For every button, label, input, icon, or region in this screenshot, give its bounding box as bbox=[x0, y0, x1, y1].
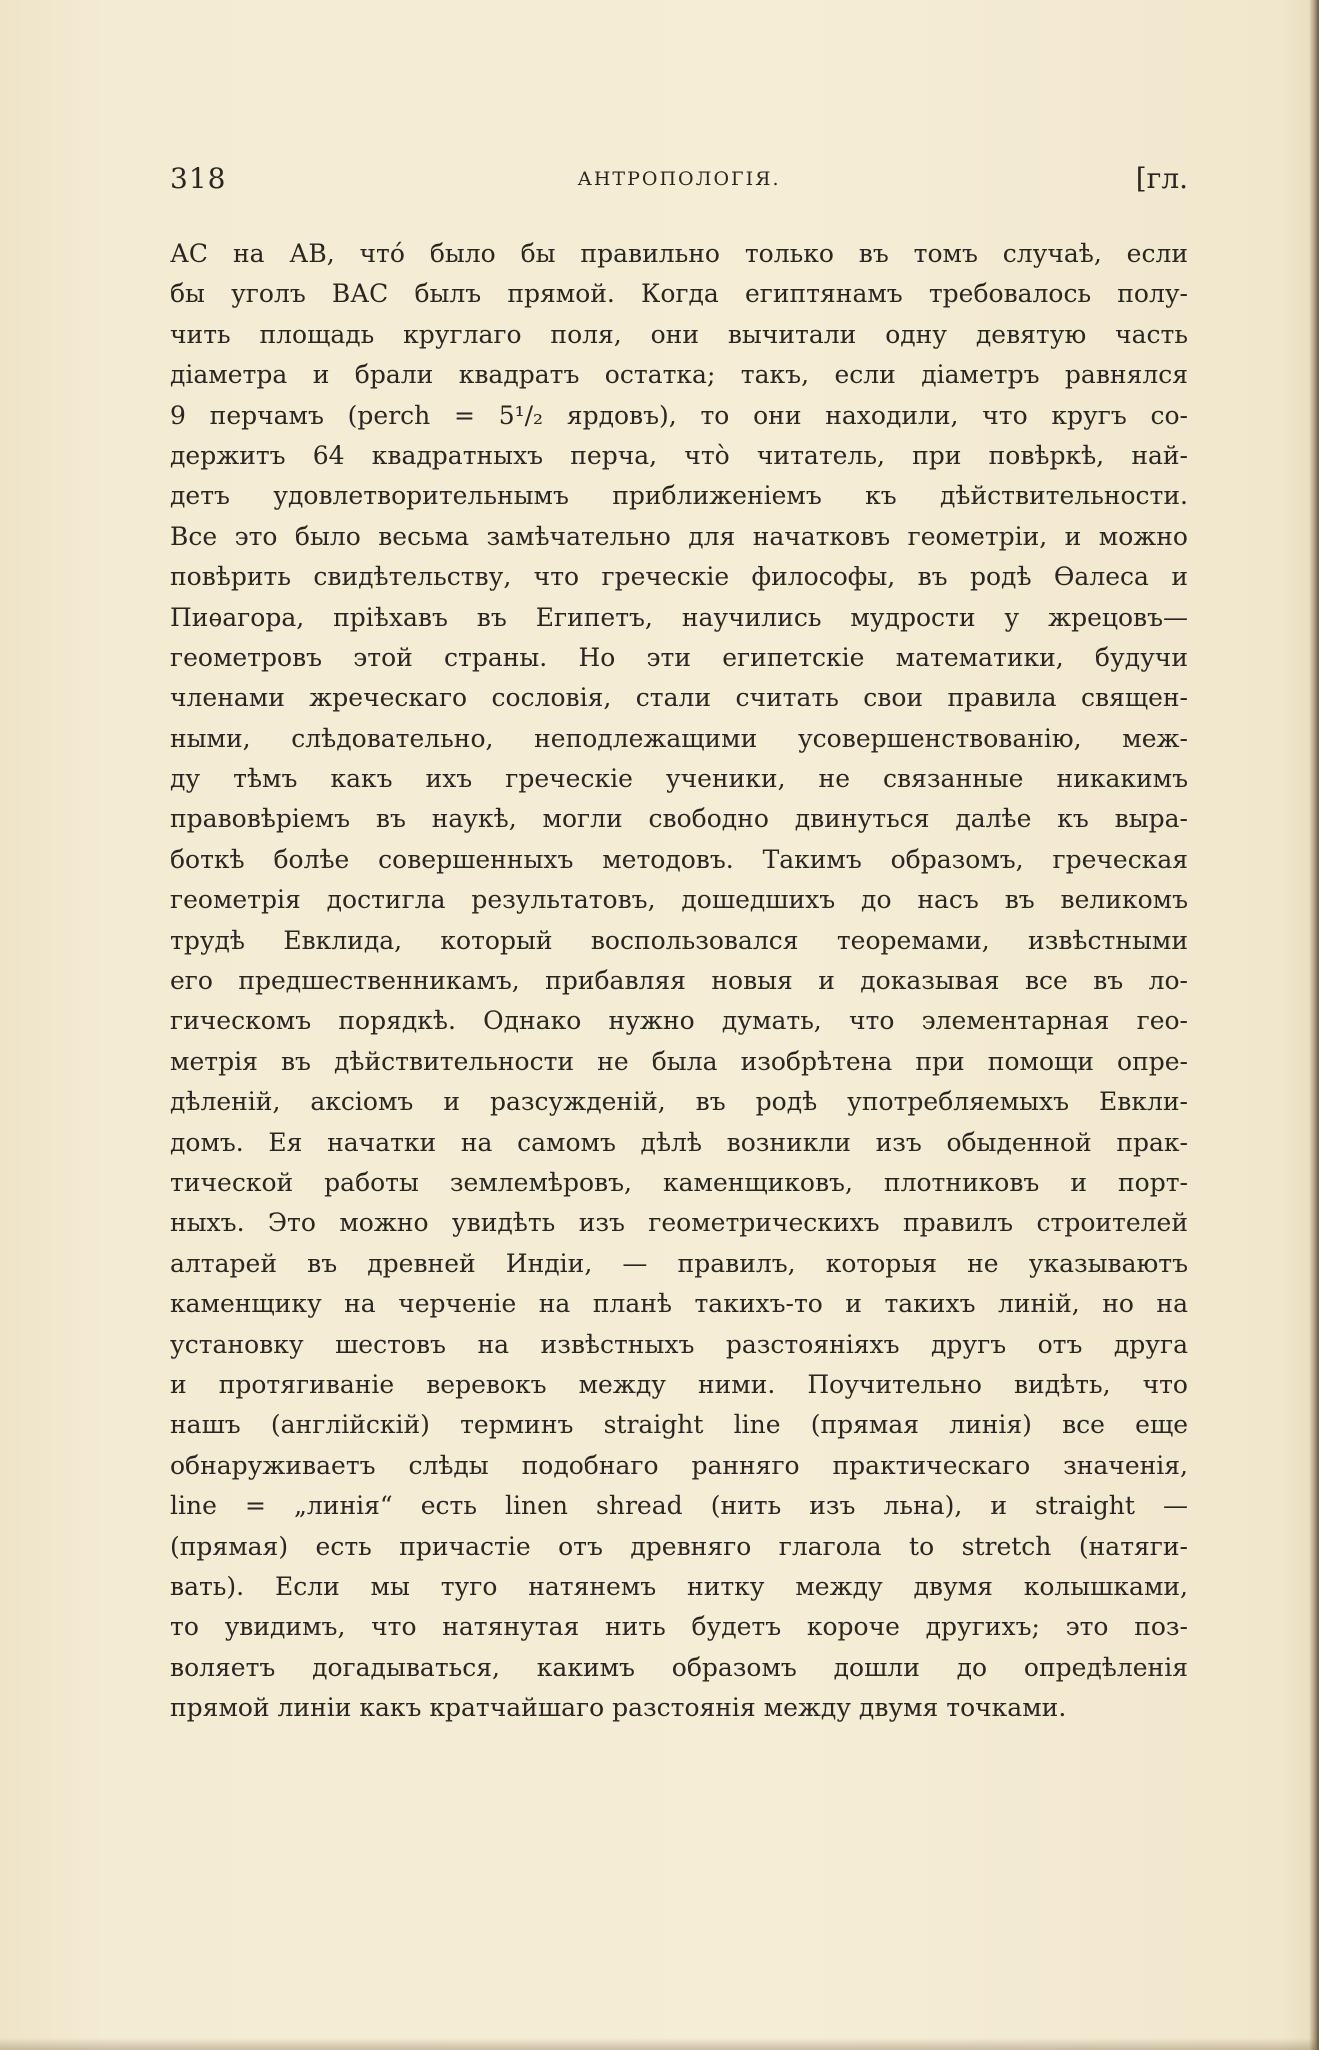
body-text bbox=[170, 234, 1188, 1728]
text-line: бы уголъ ВАС былъ прямой. Когда египтянамъ требовалось полу- bbox=[170, 279, 1188, 309]
text-line: чить площадь круглаго поля, они вычитали одну девятую часть bbox=[170, 319, 1188, 349]
chapter-reference: [гл. bbox=[1135, 162, 1188, 195]
text-line: повѣрить свидѣтельству, что греческіе философы, въ родѣ Ѳалеса и bbox=[170, 562, 1188, 592]
text-line: ныхъ. Это можно увидѣть изъ геометрическихъ правилъ строителей bbox=[170, 1208, 1188, 1238]
text-line: то увидимъ, что натянутая нить будетъ короче другихъ; это поз- bbox=[170, 1612, 1188, 1642]
text-line: геометрія достигла результатовъ, дошедшихъ до насъ въ великомъ bbox=[170, 885, 1188, 915]
text-line: держитъ 64 квадратныхъ перча, что̀ читатель, при повѣркѣ, най- bbox=[170, 440, 1188, 470]
page-number: 318 bbox=[170, 162, 227, 195]
text-line: АС на АВ, что́ было бы правильно только въ томъ случаѣ, если bbox=[170, 239, 1188, 268]
text-line: воляетъ догадываться, какимъ образомъ дошли до опредѣленія bbox=[170, 1652, 1188, 1682]
text-line: метрія въ дѣйствительности не была изобрѣтена при помощи опре- bbox=[170, 1046, 1188, 1076]
text-line: тической работы землемѣровъ, каменщиковъ, плотниковъ и порт- bbox=[170, 1167, 1188, 1197]
text-line: алтарей въ древней Индіи, — правилъ, которыя не указываютъ bbox=[170, 1248, 1188, 1278]
text-line: гическомъ порядкѣ. Однако нужно думать, что элементарная гео- bbox=[170, 1006, 1188, 1036]
page-bottom-edge bbox=[0, 2038, 1319, 2050]
text-line: діаметра и брали квадратъ остатка; такъ, если діаметръ равнялся bbox=[170, 360, 1188, 390]
text-line: и протягиваніе веревокъ между ними. Поучительно видѣть, что bbox=[170, 1369, 1188, 1399]
text-line: вать). Если мы туго натянемъ нитку между двумя колышками, bbox=[170, 1571, 1188, 1601]
page-header bbox=[170, 162, 1188, 206]
text-line: каменщику на черченіе на планѣ такихъ-то и такихъ линій, но на bbox=[170, 1289, 1188, 1319]
text-line: его предшественникамъ, прибавляя новыя и доказывая все въ ло- bbox=[170, 966, 1188, 996]
text-line: 9 перчамъ (perch = 5¹/₂ ярдовъ), то они находили, что кругъ со- bbox=[170, 400, 1188, 430]
text-line: геометровъ этой страны. Но эти египетскіе математики, будучи bbox=[170, 642, 1188, 672]
text-line: домъ. Ея начатки на самомъ дѣлѣ возникли изъ обыденной прак- bbox=[170, 1127, 1188, 1157]
text-line: членами жреческаго сословія, стали считать свои правила священ- bbox=[170, 683, 1188, 713]
text-line: трудѣ Евклида, который воспользовался теоремами, извѣстными bbox=[170, 925, 1188, 955]
text-line: (прямая) есть причастіе отъ древняго глагола to stretch (натяги- bbox=[170, 1531, 1188, 1561]
text-line: установку шестовъ на извѣстныхъ разстояніяхъ другъ отъ друга bbox=[170, 1329, 1188, 1359]
text-line: правовѣріемъ въ наукѣ, могли свободно двинуться далѣе къ выра- bbox=[170, 804, 1188, 834]
text-line: Все это было весьма замѣчательно для начатковъ геометріи, и можно bbox=[170, 521, 1188, 551]
text-line: ду тѣмъ какъ ихъ греческіе ученики, не связанные никакимъ bbox=[170, 764, 1188, 794]
running-title: АНТРОПОЛОГІЯ. bbox=[577, 168, 781, 190]
page-edge-shadow bbox=[1309, 0, 1319, 2050]
text-line: детъ удовлетворительнымъ приближеніемъ къ дѣйствительности. bbox=[170, 481, 1188, 511]
text-line: line = „линія“ есть linen shread (нить изъ льна), и straight — bbox=[170, 1491, 1188, 1521]
text-line: прямой линіи какъ кратчайшаго разстоянія между двумя точками. bbox=[170, 1693, 1067, 1723]
text-line: ными, слѣдовательно, неподлежащими усовершенствованію, меж- bbox=[170, 723, 1188, 753]
text-line: боткѣ болѣе совершенныхъ методовъ. Такимъ образомъ, греческая bbox=[170, 844, 1188, 874]
text-line: Пиѳагора, пріѣхавъ въ Египетъ, научились мудрости у жрецовъ— bbox=[170, 602, 1188, 632]
text-line: дѣленій, аксіомъ и разсужденій, въ родѣ употребляемыхъ Евкли- bbox=[170, 1087, 1188, 1117]
text-line: нашъ (англійскій) терминъ straight line (прямая линія) все еще bbox=[170, 1410, 1188, 1440]
text-line: обнаруживаетъ слѣды подобнаго ранняго практическаго значенія, bbox=[170, 1450, 1188, 1480]
